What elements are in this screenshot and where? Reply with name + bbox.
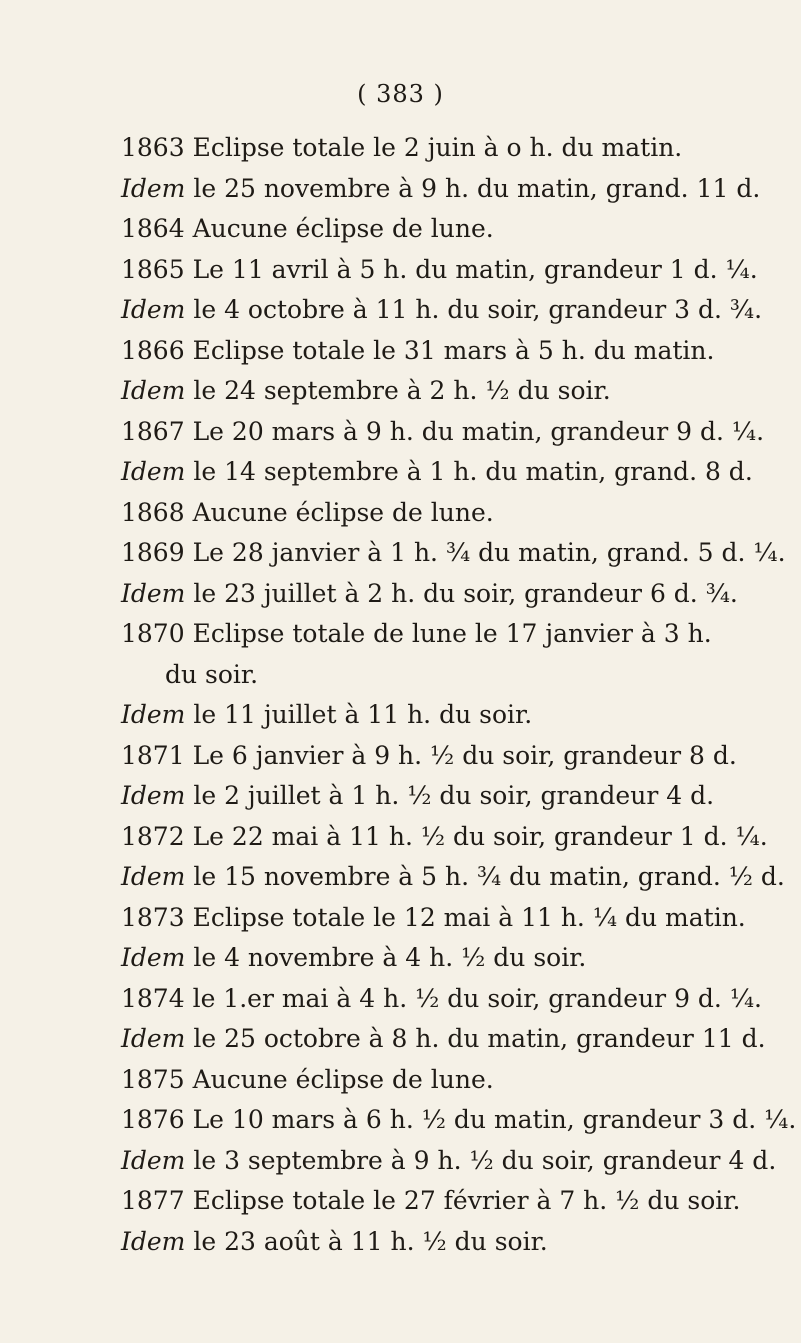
entry-text: Aucune éclipse de lune. (184, 1064, 494, 1094)
eclipse-entry (121, 493, 771, 534)
entry-text: le 14 septembre à 1 h. du matin, grand. 8 d. (185, 457, 753, 486)
eclipse-entry (121, 412, 771, 453)
idem-label: Idem (121, 295, 186, 324)
idem-label: Idem (121, 1226, 186, 1256)
entry-text: Eclipse totale le 27 février à 7 h. ½ du soir. (184, 1186, 741, 1215)
year-label: 1864 (121, 214, 185, 243)
eclipse-entry (121, 817, 771, 858)
eclipse-entry (121, 209, 771, 250)
entry-text: Le 22 mai à 11 h. ½ du soir, grandeur 1 d. ¼. (184, 821, 768, 851)
year-label: 1866 (121, 335, 185, 365)
idem-label: Idem (121, 376, 186, 405)
eclipse-entry (121, 331, 771, 372)
eclipse-entry (121, 250, 771, 291)
idem-label: Idem (121, 862, 186, 891)
idem-label: Idem (121, 700, 186, 729)
eclipse-entry (121, 371, 771, 412)
idem-label: Idem (121, 943, 186, 972)
entry-text: le 3 septembre à 9 h. ½ du soir, grandeur 4 d. (185, 1145, 777, 1175)
idem-label: Idem (121, 173, 186, 203)
idem-label: Idem (121, 578, 186, 608)
entry-text: Eclipse totale le 31 mars à 5 h. du matin. (184, 335, 715, 365)
entry-text: Aucune éclipse de lune. (184, 214, 494, 243)
idem-label: Idem (121, 457, 186, 486)
eclipse-entry (121, 574, 771, 615)
entry-text: Le 10 mars à 6 h. ½ du matin, grandeur 3 d. ¼. (184, 1105, 797, 1134)
entry-text: Le 11 avril à 5 h. du matin, grandeur 1 d. ¼. (184, 254, 758, 284)
year-label: 1863 (121, 133, 185, 162)
eclipse-list (121, 128, 797, 1262)
year-label: 1877 (121, 1186, 185, 1215)
eclipse-entry (121, 533, 786, 574)
entry-text: Le 6 janvier à 9 h. ½ du soir, grandeur 8 d. (184, 740, 737, 770)
entry-text: Eclipse totale de lune le 17 janvier à 3 h. (184, 619, 712, 648)
entry-text: le 25 novembre à 9 h. du matin, grand. 11 d. (185, 173, 761, 203)
year-label: 1870 (121, 619, 185, 648)
entry-text: du soir. (165, 659, 259, 689)
eclipse-entry (121, 695, 771, 736)
eclipse-entry (121, 128, 771, 169)
entry-text: Eclipse totale le 2 juin à o h. du matin. (184, 133, 683, 162)
entry-text: le 25 octobre à 8 h. du matin, grandeur 11 d. (185, 1024, 766, 1053)
idem-label: Idem (121, 1145, 186, 1175)
eclipse-entry (121, 1060, 771, 1101)
eclipse-entry (121, 169, 771, 210)
year-label: 1868 (121, 497, 185, 527)
entry-text: le 4 octobre à 11 h. du soir, grandeur 3 d. ¾. (185, 295, 763, 324)
idem-label: Idem (121, 781, 186, 810)
year-label: 1865 (121, 254, 185, 284)
year-label: 1873 (121, 902, 185, 932)
eclipse-entry (121, 736, 771, 777)
eclipse-entry (121, 938, 771, 979)
eclipse-entry (121, 614, 771, 655)
year-label: 1869 (121, 538, 185, 567)
year-label: 1872 (121, 821, 185, 851)
eclipse-entry (121, 979, 771, 1020)
entry-text: le 23 juillet à 2 h. du soir, grandeur 6 d. ¾. (185, 578, 738, 608)
entry-text: le 11 juillet à 11 h. du soir. (185, 700, 533, 729)
entry-text: Le 28 janvier à 1 h. ¾ du matin, grand. 5 d. ¼. (184, 538, 786, 567)
eclipse-entry (121, 857, 785, 898)
page-number: ( 383 ) (357, 80, 444, 108)
year-label: 1874 (121, 983, 185, 1013)
entry-text: le 2 juillet à 1 h. ½ du soir, grandeur 4 d. (185, 781, 715, 810)
entry-text: le 1.er mai à 4 h. ½ du soir, grandeur 9 d. ¼. (184, 983, 762, 1013)
eclipse-entry (121, 1222, 771, 1263)
year-label: 1871 (121, 740, 185, 770)
eclipse-entry (121, 1141, 777, 1182)
eclipse-entry (121, 290, 771, 331)
year-label: 1867 (121, 416, 185, 446)
entry-text: Eclipse totale le 12 mai à 11 h. ¼ du matin. (184, 902, 746, 932)
entry-text: Aucune éclipse de lune. (184, 497, 494, 527)
entry-text: le 4 novembre à 4 h. ½ du soir. (185, 943, 587, 972)
entry-text: le 15 novembre à 5 h. ¾ du matin, grand. ½ d. (185, 862, 785, 891)
eclipse-entry (121, 452, 771, 493)
eclipse-entry (121, 898, 771, 939)
eclipse-entry (121, 1181, 771, 1222)
entry-text: Le 20 mars à 9 h. du matin, grandeur 9 d. ¼. (184, 416, 765, 446)
year-label: 1875 (121, 1064, 185, 1094)
entry-text: le 23 août à 11 h. ½ du soir. (185, 1226, 548, 1256)
eclipse-entry (121, 655, 771, 696)
entry-text: le 24 septembre à 2 h. ½ du soir. (185, 376, 611, 405)
year-label: 1876 (121, 1105, 185, 1134)
eclipse-entry (121, 776, 771, 817)
eclipse-entry (121, 1100, 797, 1141)
eclipse-entry (121, 1019, 771, 1060)
idem-label: Idem (121, 1024, 186, 1053)
